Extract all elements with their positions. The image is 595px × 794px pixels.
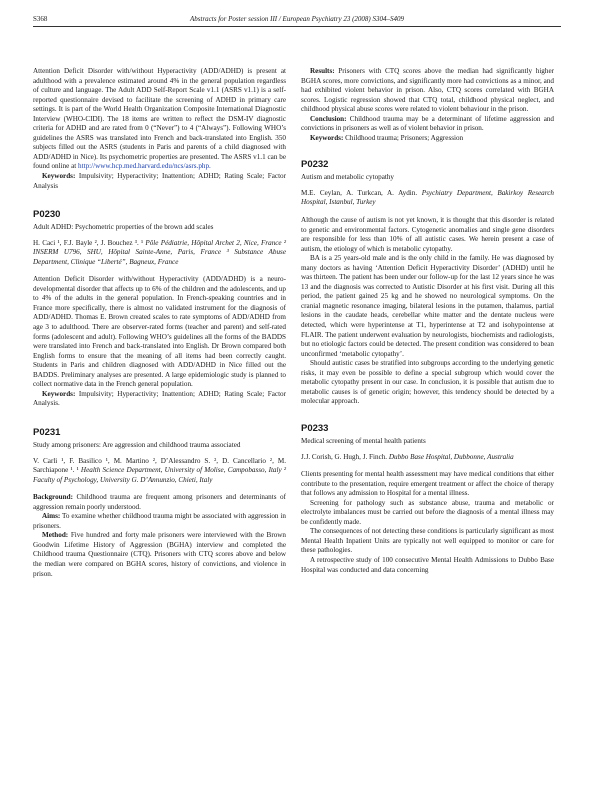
intro-paragraph: Attention Deficit Disorder with/without Hyperactivity (ADD/ADHD) is present at adulthood with a prevalence estimated around 4% in the general population regardless of culture and language. The Adult ADD Self-Report Scale v1.1 (ASRS v1.1) is a self-reported questionnaire devised to facilitate the screening of ADHD in primary care settings. It is part of the World Health Organization Composite International Diagnostic Interview (WHO-CIDI). The 18 items are written to reflect the DSM-IV diagnostic criteria for ADHD and are rated from 0 (“Never”) to 4 (“Always”). Following WHO’s guidelines the ASRS was translated into French and back-translated into English. 350 subjects filled out the ASRS (students in Paris and parents of a child diagnosed with ADD/ADHD in Nice). Its psychometric properties are presented. The ASRS v1.1 can be found online at http://www.hcp.med.harvard.edu/ncs/asrs.php. xyxy=(33,67,286,171)
abstract-id-p0230: P0230 xyxy=(33,209,61,221)
authors-p0233: J.J. Corish, G. Hugh, J. Finch. Dubbo Base Hospital, Dubbonne, Australia xyxy=(301,452,514,461)
paragraph-3-p0233: The consequences of not detecting these conditions is particularly significant as most Mental Health Inpatient Units are typically not well equipped to monitor or care for these pathologies. xyxy=(301,527,554,555)
abstract-title-p0230: Adult ADHD: Psychometric properties of the brown add scales xyxy=(33,223,214,232)
aims-p0231: Aims: To examine whether childhood trauma might be associated with aggression in prisoners. xyxy=(33,512,286,530)
right-column xyxy=(301,67,554,575)
paragraph-4-p0233: A retrospective study of 100 consecutive Mental Health Admissions to Dubbo Base Hospital was conducted and data concerning xyxy=(301,555,554,574)
method-p0231: Method: Five hundred and forty male prisoners were interviewed with the Brown Goodwin Lifetime History of Aggression (BGHA) interview and completed the Childhood trauma Questionnaire (CTQ). Prisoners with CTQ scores above and below the median were compared on BGHA scores, history of convictions, and violence in prison. xyxy=(33,531,286,578)
authors-p0232: M.E. Ceylan, A. Turkcan, A. Aydin. Psychiatry Department, Bakirkoy Research Hospital, Istanbul, Turkey xyxy=(301,188,554,207)
header-rule xyxy=(33,26,561,27)
authors-p0231: V. Carli ¹, F. Basilico ¹, M. Martino ², D’Alessandro S. ², D. Cancellario ², M. Sarchiapone ¹. ¹ Health Science Department, University of Molise, Campobasso, Italy ² Faculty of Psychology, University G. D’Annunzio, Chieti, Italy xyxy=(33,456,286,484)
background-p0231: Background: Childhood trauma are frequent among prisoners and determinants of aggression remain poorly understood. xyxy=(33,493,286,511)
authors-p0230: H. Caci ¹, F.J. Bayle ², J. Bouchez ³. ¹ Pôle Pédiatrie, Hôpital Archet 2, Nice, France ² INSERM U796, SHU, Hôpital Sainte-Anne, Paris, France ³ Substance Abuse Department, Clinique “Liberté”, Bagneux, France xyxy=(33,238,286,266)
paragraph-2-p0232: BA is a 25 years-old male and is the only child in the family. He was diagnosed by many doctors as having ‘Attention Deficit Hyperactivity Disorder’ (ADHD) until he was thirteen. The patient has been under our follow-up for the last 12 years since he was 13 and the diagnosis was corrected to Autistic Disorder at his first visit. During all this period, the patient gained 25 kg and he showed no neurological symptoms. On the cranial magnetic resonance imaging, bilateral lesions in the putamen, thalamus, partial lesions in the caudate heads, cerebellar white matter and the dentate nucleus were detected, which were hyperintense at T1, hyperintense at T2 and isohypointense at FLAIR. The patient underwent evaluation by neurologists, biochemists and radiologists, but no etiologic factors could be detected. The present condition was considered to bean unconfirmed ‘metabolic cytopathy’. xyxy=(301,254,554,358)
keywords-p0230: Keywords: Impulsivity; Hyperactivity; Inattention; ADHD; Rating Scale; Factor Analysis. xyxy=(33,389,286,408)
left-column xyxy=(33,67,286,579)
paragraph-2-p0233: Screening for pathology such as substance abuse, trauma and metabolic or electrolyte imbalances must be carried out before the diagnosis of a mental illness may be confidently made. xyxy=(301,498,554,526)
paragraph-3-p0232: Should autistic cases be stratified into subgroups according to the underlying genetic risks, it may even be possible to define a special subgroup which would cover the metabolic cytopathy present in our case. In conclusion, it is possible that autism due to metabolic causes is of genetic origin; however, this tendency should be detected by a molecular approach. xyxy=(301,359,554,406)
keywords-p0231: Keywords: Childhood trauma; Prisoners; Aggression xyxy=(310,133,464,142)
abstract-id-p0233: P0233 xyxy=(301,422,329,434)
abstract-title-p0233: Medical screening of mental health patients xyxy=(301,436,426,445)
page-number: S368 xyxy=(33,15,48,23)
paragraph-1-p0233: Clients presenting for mental health assessment may have medical conditions that either contribute to the presentation, require emergent treatment or affect the choice of therapy that follows any admission to Hospital for a mental illness. xyxy=(301,470,554,498)
abstract-id-p0231: P0231 xyxy=(33,426,61,438)
abstract-title-p0231: Study among prisoners: Are aggression and childhood trauma associated xyxy=(33,440,241,449)
abstract-id-p0232: P0232 xyxy=(301,159,329,171)
conclusion-p0231: Conclusion: Childhood trauma may be a determinant of lifetime aggression and convictions in prisoners as well as of violent behavior in prison. xyxy=(301,114,554,133)
abstract-body-p0230: Attention Deficit Disorder with/without Hyperactivity (ADD/ADHD) is a neuro-developmental disorder that affects up to 6% of the children and the adolescents, and up to 4% of the adults in the general population. In French-speaking countries and in France more specifically, there is almost no validated instrument for the diagnosis of ADD/ADHD. Thomas E. Brown created scales to rate symptoms of ADD/ADHD from age 3 to adulthood. There are observer-rated forms (teacher and parent) and self-rated forms (adolescent and adult). Following WHO’s guidelines all the forms of the BADDS were translated into French and back-translated into English. Dr Brown compared both English forms to ensure that the meaning of all items had been correctly caught. Students in Paris and children diagnosed with ADD/ADHD in Nice filled out the BADDS. Preliminary analyses are presented. A large epidemiologic study is planned to collect normative data in the French general population. xyxy=(33,275,286,389)
abstract-title-p0232: Autism and metabolic cytopathy xyxy=(301,173,395,182)
intro-keywords: Keywords: Impulsivity; Hyperactivity; Inattention; ADHD; Rating Scale; Factor Analysis xyxy=(33,172,286,190)
journal-title: Abstracts for Poster session III / European Psychiatry 23 (2008) S304–S409 xyxy=(190,15,404,23)
asrs-link[interactable]: http://www.hcp.med.harvard.edu/ncs/asrs.php. xyxy=(78,162,211,171)
paragraph-1-p0232: Although the cause of autism is not yet known, it is thought that this disorder is related to genetic and environmental factors. Cytogenetic anomalies and single gene disorders are responsible for less than 10% of all autistic cases. We herein present a case of autism, the etiology of which is metabolic cytopathy. xyxy=(301,216,554,253)
results-p0231: Results: Prisoners with CTQ scores above the median had significantly higher BGHA scores, more convictions, and significantly more had convictions as a minor, and had exhibited violent behavior in prison. Also, CTQ scores correlated with BGHA scores. Logistic regression showed that CTQ total, childhood physical neglect, and childhood physical abuse scores were related to violent behaviour in the prison. xyxy=(301,67,554,114)
